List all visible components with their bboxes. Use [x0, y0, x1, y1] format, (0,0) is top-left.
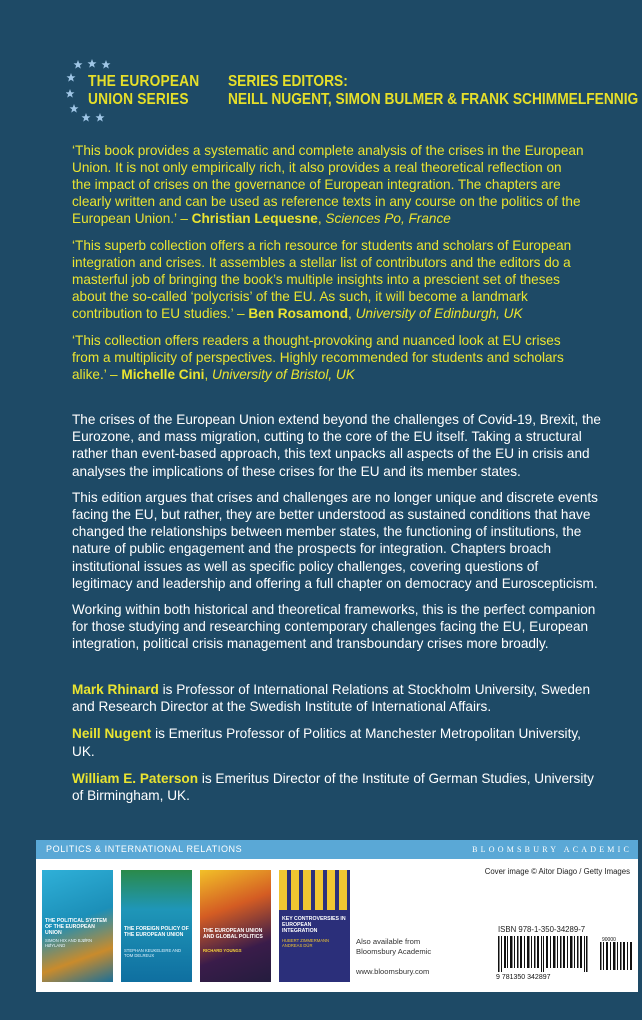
- endorsement-quote: ‘This book provides a systematic and complete analysis of the crises in the European Union. It is not only empirically rich, it also provides a real theoretical reflection on the impact of crises on the governance of European integration. The chapters are clearly written and can be used as reference texts in any course on the politics of the European Union.’ – Christian Lequesne, Sciences Po, France: [72, 143, 584, 226]
- also-available-line1: Also available from: [356, 937, 421, 946]
- series-logo: [88, 73, 199, 109]
- related-book-authors: RICHARD YOUNGS: [203, 948, 242, 953]
- quote-text: ‘This collection offers readers a thought-provoking and nuanced look at EU crises from a multiplicity of perspectives. Highly recommended for students and scholars alike.’ –: [72, 333, 564, 382]
- endorsement-quote: ‘This superb collection offers a rich resource for students and scholars of European integration and crises. It assembles a stellar list of contributors and the editors do a masterful job of bringing the book’s multiple insights into a prescient set of theses about the so-called ‘polycrisis’ of the EU. As such, it will become a landmark contribution to EU studies.’ – Ben Rosamond, University of Edinburgh, UK: [72, 238, 572, 321]
- bio-name: William E. Paterson: [72, 770, 199, 786]
- related-book-authors: SIMON HIX AND BJØRN HØYLAND: [45, 938, 92, 948]
- category-label: POLITICS & INTERNATIONAL RELATIONS: [46, 844, 243, 854]
- quote-text: ‘This superb collection offers a rich resource for students and scholars of European integration and crises. It assembles a stellar list of contributors and the editors do a masterful job of bringing the book’s multiple insights into a prescient set of theses about the so-called ‘polycrisis’ of the EU. As such, it will become a landmark contribution to EU studies.’ –: [72, 238, 572, 321]
- related-book-cover: [42, 870, 113, 982]
- barcode-icon: [494, 936, 634, 980]
- related-book-authors: HUBERT ZIMMERMANN ANDREAS DÜR: [282, 938, 330, 948]
- quote-author: Ben Rosamond: [248, 306, 349, 321]
- endorsement-quote: ‘This collection offers readers a thought-provoking and nuanced look at EU crises from a multiplicity of perspectives. Highly recommended for students and scholars alike.’ – Michelle Cini, University of Bristol, UK: [72, 333, 564, 382]
- series-logo-line1: THE EUROPEAN: [88, 73, 200, 90]
- cover-credit: Cover image © Aitor Diago / Getty Images: [484, 867, 630, 876]
- bio-text: is Emeritus Professor of Politics at Manchester Metropolitan University, UK.: [72, 726, 581, 759]
- quote-affiliation: University of Edinburgh, UK: [355, 306, 523, 321]
- endorsements: [72, 142, 584, 393]
- related-book-title: KEY CONTROVERSIES IN EUROPEAN INTEGRATION: [282, 916, 346, 934]
- bio-text: is Emeritus Director of the Institute of German Studies, University of Birmingham, UK.: [72, 770, 594, 804]
- editor-bios: [72, 681, 602, 814]
- quote-affiliation: Sciences Po, France: [325, 211, 451, 226]
- related-book-cover: [200, 870, 271, 982]
- bio-name: Mark Rhinard: [72, 682, 159, 697]
- book-description: [72, 411, 602, 662]
- description-paragraph: Working within both historical and theoretical frameworks, this is the perfect companion for those studying and researching contemporary challenges facing the EU, European integration, political crisis management and transboundary crises more broadly.: [72, 602, 596, 652]
- isbn: ISBN 978-1-350-34289-7: [498, 925, 586, 934]
- bio: [72, 770, 602, 804]
- series-editors: [228, 73, 638, 109]
- publisher-panel: [36, 840, 638, 992]
- related-book-title: THE EUROPEAN UNION AND GLOBAL POLITICS: [203, 928, 263, 940]
- also-available-line2: Bloomsbury Academic: [356, 947, 432, 956]
- series-logo-line2: UNION SERIES: [88, 91, 189, 108]
- series-editors-label: SERIES EDITORS:: [228, 73, 348, 90]
- quote-author: Christian Lequesne: [191, 211, 318, 226]
- related-book-cover: [279, 870, 350, 982]
- bio-text: is Professor of International Relations at Stockholm University, Sweden and Research Director at the Swedish Institute of International Affairs.: [72, 682, 591, 715]
- quote-author: Michelle Cini: [121, 367, 205, 382]
- quote-affiliation: University of Bristol, UK: [212, 367, 355, 382]
- also-available: [356, 937, 431, 957]
- description-paragraph: The crises of the European Union extend beyond the challenges of Covid-19, Brexit, the Eurozone, and mass migration, cutting to the core of the EU itself. Taking a structural rather than event-based approach, this text unpacks all aspects of the EU in crisis and analyses the implications of these crises for the EU and its member states.: [72, 412, 601, 479]
- related-book-title: THE FOREIGN POLICY OF THE EUROPEAN UNION: [124, 926, 189, 938]
- related-book-cover: [121, 870, 192, 982]
- related-book-title: THE POLITICAL SYSTEM OF THE EUROPEAN UNION: [45, 918, 107, 936]
- quote-text: ‘This book provides a systematic and complete analysis of the crises in the European Union. It is not only empirically rich, it also provides a real theoretical reflection on the impact of crises on the governance of European integration. The chapters are clearly written and can be used as reference texts in any course on the politics of the European Union.’ –: [72, 143, 584, 226]
- barcode-digits: 9 781350 342897: [496, 974, 551, 980]
- bio-name: Neill Nugent: [72, 726, 152, 742]
- publisher-url[interactable]: www.bloomsbury.com: [356, 967, 430, 976]
- description-paragraph: This edition argues that crises and challenges are no longer unique and discrete events facing the EU, but rather, they are better understood as sustained conditions that have changed the relationships between member states, the functioning of institutions, the nature of public engagement and the prospects for integration. Chapters broach institutional issues as well as specific policy challenges, covering questions of legitimacy and leadership and offering a full chapter on democracy and Euroscepticism.: [72, 489, 598, 591]
- bio: [72, 725, 602, 759]
- series-editors-names: NEILL NUGENT, SIMON BULMER & FRANK SCHIMMELFENNIG: [228, 91, 639, 108]
- category-bar: [36, 840, 638, 859]
- bio: [72, 681, 602, 715]
- publisher-label: BLOOMSBURY ACADEMIC: [472, 845, 632, 854]
- barcode-addon: 90000: [602, 937, 616, 943]
- related-book-authors: STEPHAN KEUKELEIRE AND TOM DELREUX: [124, 948, 182, 958]
